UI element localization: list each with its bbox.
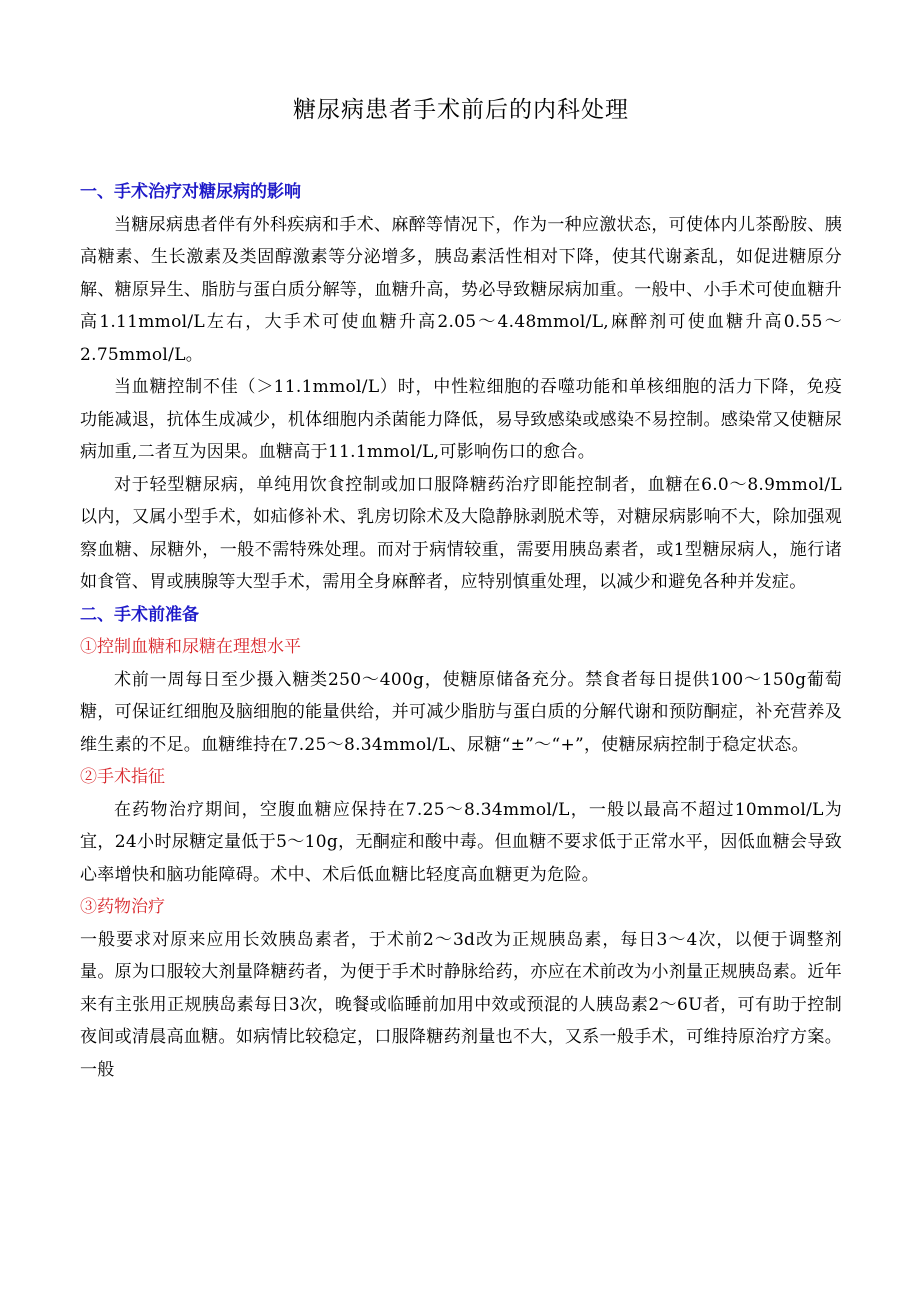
paragraph-glucose-control: 术前一周每日至少摄入糖类250～400g，使糖原储备充分。禁食者每日提供100～150g葡萄糖，可保证红细胞及脑细胞的能量供给，并可减少脂肪与蛋白质的分解代谢和预防酮症，补充营养及维生素的不足。血糖维持在7.25～8.34mmol/L、尿糖“±”～“+”，使糖尿病控制于稳定状态。 [80, 669, 842, 755]
section-heading-surgery-effects: 一、手术治疗对糖尿病的影响 [80, 182, 301, 202]
paragraph-mild-diabetes: 对于轻型糖尿病，单纯用饮食控制或加口服降糖药治疗即能控制者，血糖在6.0～8.9mmol/L以内，又属小型手术，如疝修补术、乳房切除术及大隐静脉剥脱术等，对糖尿病影响不大，除加强观察血糖、尿糖外，一般不需特殊处理。而对于病情较重，需要用胰岛素者，或1型糖尿病人，施行诸如食管、胃或胰腺等大型手术，需用全身麻醉者，应特别慎重处理，以减少和避免各种并发症。 [80, 474, 842, 592]
section-heading-preoperative-prep: 二、手术前准备 [80, 604, 199, 625]
paragraph-surgery-indications: 在药物治疗期间，空腹血糖应保持在7.25～8.34mmol/L，一般以最高不超过10mmol/L为宜，24小时尿糖定量低于5～10g，无酮症和酸中毒。但血糖不要求低于正常水平，因低血糖会导致心率增快和脑功能障碍。术中、术后低血糖比轻度高血糖更为危险。 [80, 799, 842, 885]
subheading-glucose-control: ①控制血糖和尿糖在理想水平 [80, 637, 301, 657]
subheading-drug-therapy: ③药物治疗 [80, 897, 165, 917]
document-page [80, 88, 842, 1086]
paragraph-poor-glucose-control: 当血糖控制不佳（＞11.1mmol/L）时，中性粒细胞的吞噬功能和单核细胞的活力下降，免疫功能减退，抗体生成减少，机体细胞内杀菌能力降低，易导致感染或感染不易控制。感染常又使糖尿病加重,二者互为因果。血糖高于11.1mmol/L,可影响伤口的愈合。 [80, 377, 842, 462]
document-title: 糖尿病患者手术前后的内科处理 [293, 97, 629, 123]
paragraph-stress-response: 当糖尿病患者伴有外科疾病和手术、麻醉等情况下，作为一种应激状态，可使体内儿茶酚胺、胰高糖素、生长激素及类固醇激素等分泌增多，胰岛素活性相对下降，使其代谢紊乱，如促进糖原分解、糖原异生、脂肪与蛋白质分解等，血糖升高，势必导致糖尿病加重。一般中、小手术可使血糖升高1.11mmol/L左右，大手术可使血糖升高2.05～4.48mmol/L,麻醉剂可使血糖升高0.55～2.75mmol/L。 [80, 214, 842, 365]
subheading-surgery-indications: ②手术指征 [80, 767, 165, 787]
paragraph-drug-therapy: 一般要求对原来应用长效胰岛素者，于术前2～3d改为正规胰岛素，每日3～4次，以便于调整剂量。原为口服较大剂量降糖药者，为便于手术时静脉给药，亦应在术前改为小剂量正规胰岛素。近年来有主张用正规胰岛素每日3次，晚餐或临睡前加用中效或预混的人胰岛素2～6U者，可有助于控制夜间或清晨高血糖。如病情比较稳定，口服降糖药剂量也不大，又系一般手术，可维持原治疗方案。一般 [80, 929, 842, 1080]
